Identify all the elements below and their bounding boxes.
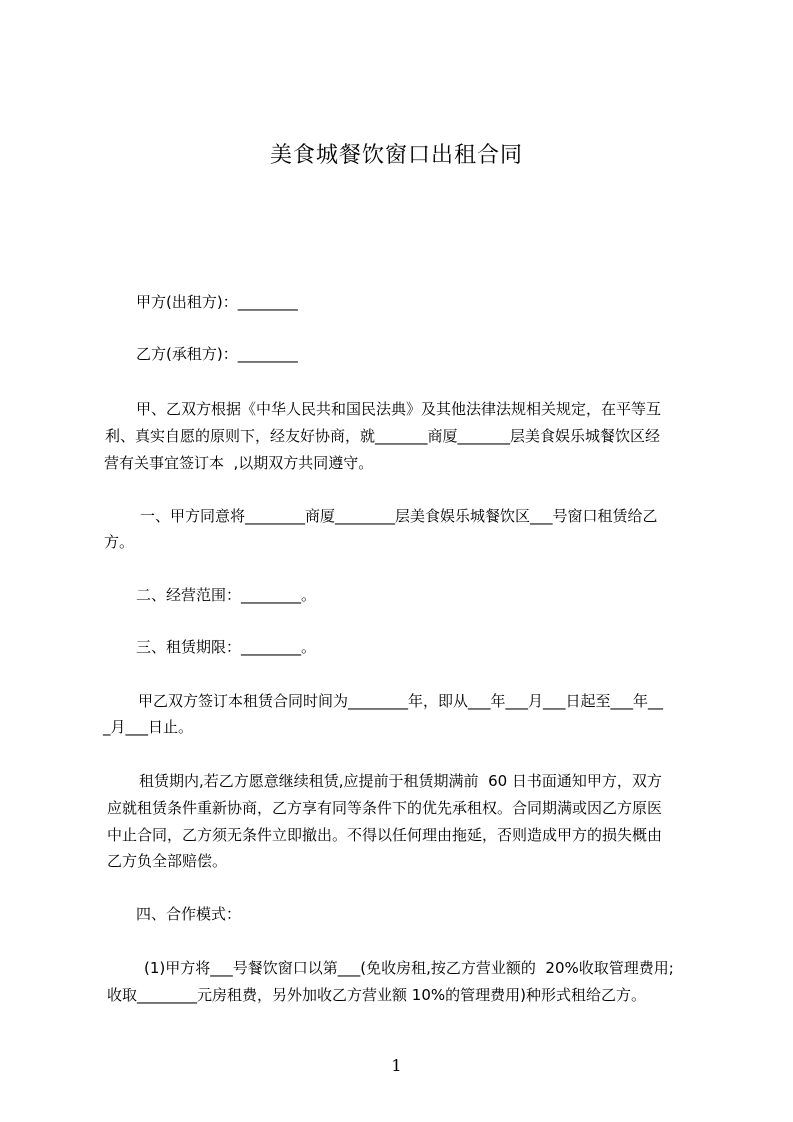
- renewal-line-2: 应就租赁条件重新协商，乙方享有同等条件下的优先承租权。合同期满或因乙方原医: [107, 799, 663, 817]
- clause-1-line-1: 一、甲方同意将________商厦________层美食娱乐城餐饮区___号窗口租赁给乙: [140, 507, 658, 525]
- renewal-line-1: 租赁期内,若乙方愿意继续租赁,应提前于租赁期满前 60 日书面通知甲方，双方: [139, 772, 662, 790]
- renewal-line-3: 中止合同，乙方须无条件立即撤出。不得以任何理由拖延，否则造成甲方的损失概由: [107, 826, 663, 844]
- party-a-line: 甲方(出租方)：________: [136, 293, 298, 311]
- mode-1-line-1: (1)甲方将___号餐饮窗口以第___(免收房租,按乙方营业额的 20%收取管理费用;: [144, 959, 674, 977]
- clause-1-line-2: 方。: [104, 533, 135, 551]
- page-number: 1: [391, 1056, 402, 1075]
- mode-1-line-2: 收取________元房租费，另外加收乙方营业额 10%的管理费用)种形式租给乙方。: [107, 986, 646, 1004]
- clause-2-business-scope: 二、经营范围：________。: [136, 586, 317, 604]
- term-line-1: 甲乙双方签订本租赁合同时间为________年，即从___年___月___日起至___年__: [138, 692, 664, 710]
- intro-line-1: 甲、乙双方根据《中华人民共和国民法典》及其他法律法规相关规定，在平等互: [136, 400, 662, 418]
- intro-line-2: 利、真实自愿的原则下，经友好协商，就_______商厦_______层美食娱乐城餐饮区经: [105, 427, 661, 445]
- document-title: 美食城餐饮窗口出租合同: [269, 143, 523, 168]
- term-line-2: _月___日止。: [103, 718, 194, 736]
- clause-3-lease-term: 三、租赁期限：________。: [136, 638, 317, 656]
- renewal-line-4: 乙方负全部赔偿。: [107, 852, 228, 870]
- intro-line-3: 营有关事宜签订本 ,以期双方共同遵守。: [104, 454, 374, 472]
- clause-4-cooperation-mode: 四、合作模式：: [136, 905, 242, 923]
- party-b-line: 乙方(承租方)：________: [136, 345, 298, 363]
